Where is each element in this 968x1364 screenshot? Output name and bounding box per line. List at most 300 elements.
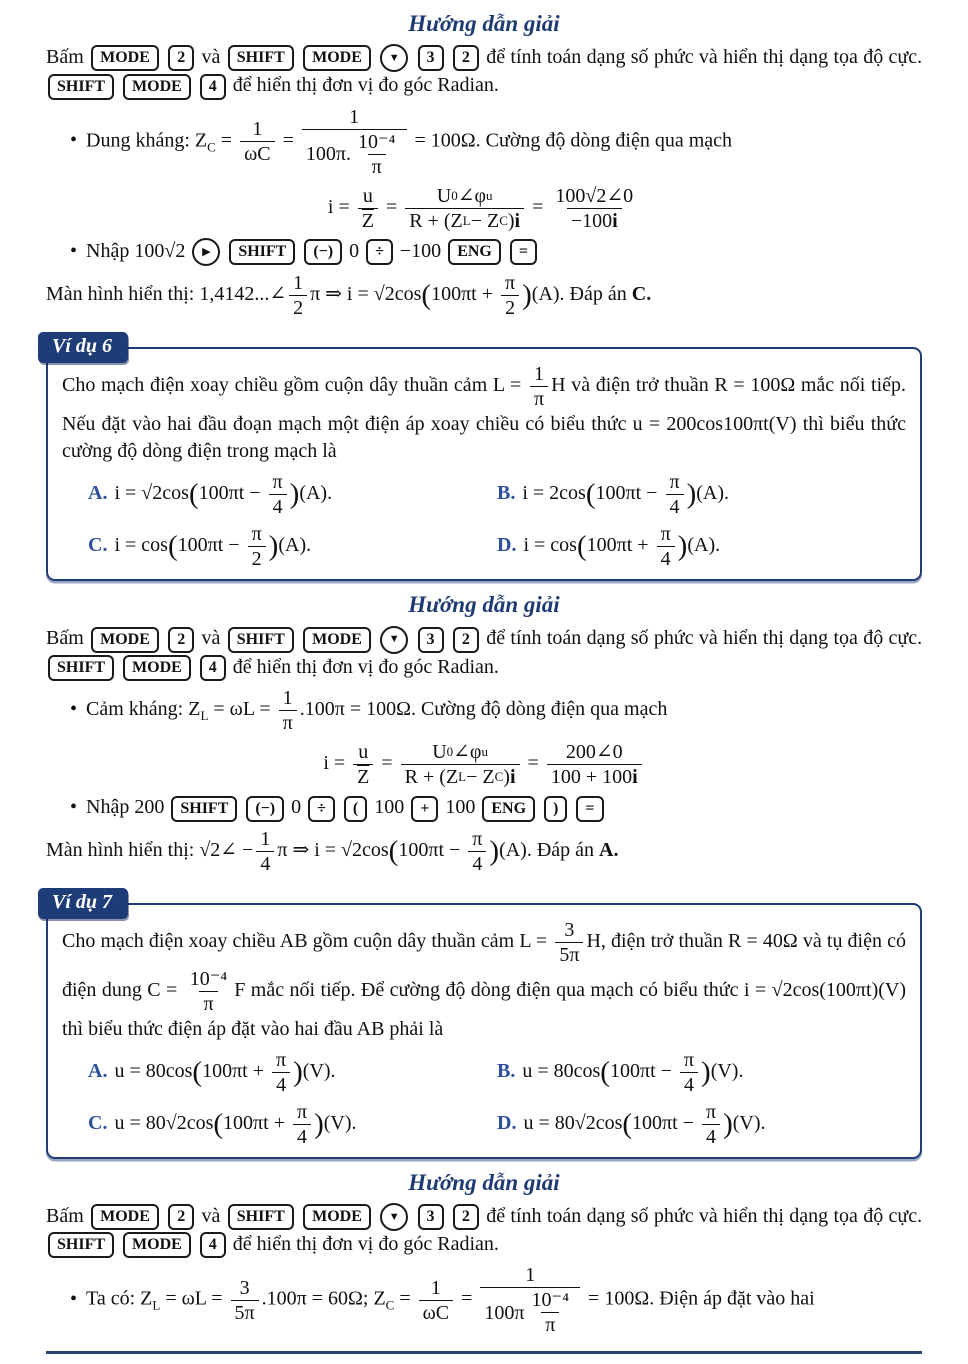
numerator: π <box>505 272 516 295</box>
example-7-statement <box>62 918 906 1043</box>
math-text: Màn hình hiển thị: 1,4142...∠ <box>46 283 287 306</box>
math-text: −100 <box>570 209 613 232</box>
math-text: i = cos <box>114 534 168 557</box>
fraction <box>186 967 232 1016</box>
fraction <box>289 271 307 320</box>
denominator <box>302 129 407 179</box>
option-letter: A. <box>88 482 108 505</box>
example-6-options <box>62 470 906 571</box>
text-run: để hiển thị đơn vị đo góc Radian. <box>232 1232 499 1255</box>
numerator: π <box>705 1100 717 1123</box>
two-key: 2 <box>453 45 479 71</box>
math-text: i = <box>327 195 350 218</box>
numerator: 1 <box>525 1264 536 1287</box>
example-6-label: Ví dụ 6 <box>38 332 128 363</box>
option-B <box>497 1048 906 1097</box>
denominator: 4 <box>468 851 486 876</box>
denominator: π <box>368 154 386 179</box>
denominator <box>480 1287 580 1337</box>
subscript: L <box>462 213 471 229</box>
close-paren: ) <box>489 834 500 867</box>
shift-key: SHIFT <box>228 45 294 71</box>
solution-intro <box>46 1203 922 1259</box>
subscript: C <box>207 139 216 155</box>
text-run: F mắc nối tiếp. Để cường độ dòng điện qua mạch có biểu thức i = √2cos(100πt)(V) thì biểu thức điện áp đặt vào hai đầu AB phải là <box>62 978 906 1040</box>
math-text: (A). Đáp án <box>531 283 627 306</box>
option-letter: D. <box>497 534 517 557</box>
math-text: = <box>527 752 539 775</box>
close-paren: ) <box>723 1107 733 1140</box>
fraction <box>302 105 407 179</box>
numerator: π <box>276 1048 287 1071</box>
denominator <box>567 208 622 233</box>
math-text: 100πt + <box>586 534 649 557</box>
math-text: u = 80cos <box>114 1059 193 1082</box>
subscript: L <box>458 769 467 785</box>
denominator: 4 <box>272 1072 290 1097</box>
option-letter: C. <box>88 1111 108 1134</box>
three-key: 3 <box>418 45 444 71</box>
option-letter: B. <box>497 1059 516 1082</box>
numerator: 1 <box>349 105 360 128</box>
math-text: Ta có: Z <box>86 1287 153 1310</box>
current-formula <box>46 740 922 789</box>
math-text: (A). <box>278 534 312 557</box>
numerator: 1 <box>534 363 545 386</box>
answer-letter: C. <box>631 283 652 306</box>
fraction <box>353 740 373 789</box>
numerator: π <box>472 827 483 850</box>
example-7-options <box>62 1048 906 1149</box>
denominator: π <box>541 1312 559 1337</box>
text-run: và <box>201 1204 221 1227</box>
math-text: π ⇒ i = √2cos <box>310 283 422 306</box>
eng-key: ENG <box>448 239 501 265</box>
numerator: 1 <box>430 1276 441 1299</box>
divide-key: ÷ <box>366 239 393 265</box>
math-text: = <box>282 129 294 152</box>
numerator: 200∠0 <box>565 741 623 764</box>
text-run: Cho mạch điện xoay chiều AB gồm cuộn dây thuần cảm L = <box>62 929 548 952</box>
open-paren: ( <box>213 1107 224 1140</box>
option-letter: B. <box>497 482 516 505</box>
math-text: u = 80√2cos <box>523 1111 623 1134</box>
text-run: để tính toán dạng số phức và hiển thị dạng <box>486 46 829 69</box>
text-run: H và điện trở thuần R = 100Ω mắc nối tiếp. Nếu đặt vào hai đầu đoạn mạch một điện áp xoay chiều có biểu thức u = 200cos100πt(V) thì biểu thức cường độ dòng điện trong mạch là <box>62 374 907 463</box>
text-run: và <box>201 627 221 650</box>
numerator: 10⁻⁴ <box>357 130 396 153</box>
option-B <box>497 470 906 519</box>
open-paren: ( <box>192 1055 203 1088</box>
fraction <box>665 470 683 519</box>
fraction <box>272 1048 290 1097</box>
math-text: − Z <box>466 766 495 789</box>
inductive-reactance-line <box>70 686 922 735</box>
solution-heading: Hướng dẫn giải <box>408 592 560 618</box>
math-text: 100π <box>484 1301 525 1324</box>
math-text: R + (Z <box>409 209 463 232</box>
math-text: 100π. <box>305 143 351 166</box>
solution-heading: Hướng dẫn giải <box>408 11 560 36</box>
math-text: = ωL = <box>165 1287 223 1310</box>
denominator <box>405 208 524 233</box>
solution-intro <box>46 625 922 681</box>
mode-key: MODE <box>91 1204 159 1230</box>
math-text: (A). <box>299 482 333 505</box>
negative-key: (−) <box>304 239 342 265</box>
denominator <box>358 208 378 233</box>
numerator: 1 <box>293 272 304 295</box>
keypress-line <box>70 238 922 266</box>
math-text: 100√2 <box>134 239 186 262</box>
subscript: C <box>494 769 504 785</box>
three-key: 3 <box>418 627 444 653</box>
numerator: π <box>296 1100 308 1123</box>
math-text: = 100Ω. Điện áp đặt vào hai <box>588 1287 815 1310</box>
numerator: 10⁻⁴ <box>189 967 228 990</box>
mode-key: MODE <box>303 627 371 653</box>
denominator: ωC <box>419 1300 454 1325</box>
open-paren-key: ( <box>344 796 367 822</box>
bullet-icon: • <box>70 796 78 819</box>
math-text: Dung kháng: Z <box>86 129 208 152</box>
mode-key: MODE <box>91 627 159 653</box>
option-C <box>88 522 497 571</box>
fraction <box>269 470 287 519</box>
text-run: tọa độ cực. <box>833 627 923 650</box>
math-text: = <box>385 195 398 218</box>
denominator: 4 <box>657 546 675 571</box>
open-paren: ( <box>188 478 199 511</box>
numerator: 1 <box>282 687 293 710</box>
math-text: U <box>436 184 452 207</box>
subscript: L <box>152 1297 161 1313</box>
subscript: u <box>486 188 493 204</box>
denominator: 5π <box>231 1300 259 1325</box>
denominator: 4 <box>256 851 274 876</box>
text-run: Bấm <box>46 627 84 650</box>
denominator: 4 <box>702 1124 720 1149</box>
fraction <box>547 740 642 789</box>
open-paren: ( <box>388 834 399 867</box>
denominator: ωC <box>240 141 275 166</box>
option-letter: A. <box>88 1059 108 1082</box>
imaginary-unit: i <box>632 766 638 789</box>
numerator: π <box>669 471 680 494</box>
mode-key: MODE <box>303 45 371 71</box>
close-paren: ) <box>522 279 532 312</box>
denominator: 5π <box>555 942 583 967</box>
open-paren: ( <box>167 530 178 563</box>
close-paren: ) <box>677 530 688 563</box>
math-text: 100πt − <box>398 838 461 861</box>
equals-key: = <box>510 239 537 265</box>
capacitive-reactance-line <box>70 105 922 179</box>
math-text: u = 80√2cos <box>114 1111 214 1134</box>
math-text: = 100Ω. Cường độ dòng điện qua mạch <box>414 129 733 152</box>
text-run: Cho mạch điện xoay chiều gồm cuộn dây thuần cảm L = <box>62 374 522 397</box>
open-paren: ( <box>576 530 587 563</box>
fraction <box>248 522 266 571</box>
denominator: π <box>279 710 297 735</box>
two-key: 2 <box>168 627 194 653</box>
math-text: π ⇒ i = √2cos <box>277 838 389 861</box>
fraction <box>354 130 400 179</box>
close-paren: ) <box>268 530 279 563</box>
numerator: 1 <box>260 827 271 850</box>
example-6-statement <box>62 362 906 465</box>
shift-key: SHIFT <box>229 239 295 265</box>
solution-intro <box>46 44 922 100</box>
down-arrow-key-icon: ▼ <box>380 44 408 72</box>
mode-key: MODE <box>123 1232 191 1258</box>
numerator: π <box>251 523 262 546</box>
close-paren: ) <box>701 1055 711 1088</box>
option-A <box>88 1048 497 1097</box>
subscript: L <box>200 708 209 724</box>
math-text: i = <box>323 752 346 775</box>
denominator: 4 <box>680 1072 698 1097</box>
right-arrow-key-icon: ▶ <box>192 238 220 266</box>
negative-key: (−) <box>246 796 284 822</box>
fraction <box>419 1276 454 1325</box>
math-text: ) <box>503 766 510 789</box>
math-text: .100π = 60Ω; Z <box>261 1287 386 1310</box>
numerator: 3 <box>564 918 575 941</box>
numerator: π <box>272 471 283 494</box>
shift-key: SHIFT <box>48 74 114 100</box>
eng-key: ENG <box>482 796 535 822</box>
denominator <box>353 764 373 789</box>
math-text: 100πt + <box>431 283 494 306</box>
math-text: − Z <box>470 209 500 232</box>
math-text: (V). <box>302 1059 336 1082</box>
fraction <box>293 1100 311 1149</box>
fraction <box>231 1276 259 1325</box>
math-text: .100π = 100Ω. Cường độ dòng điện qua mạch <box>299 698 668 721</box>
shift-key: SHIFT <box>228 1204 294 1230</box>
fraction <box>401 740 520 789</box>
option-letter: C. <box>88 534 108 557</box>
fraction <box>405 184 524 233</box>
text-run: để tính toán dạng số phức và hiển thị dạng <box>486 627 829 650</box>
example-7-label: Ví dụ 7 <box>38 888 128 919</box>
denominator: 4 <box>293 1124 311 1149</box>
denominator: 2 <box>289 295 307 320</box>
numerator: 100√2∠0 <box>555 184 634 207</box>
text-run: Nhập <box>86 239 130 262</box>
shift-key: SHIFT <box>171 796 237 822</box>
fraction <box>358 184 378 233</box>
bullet-icon: • <box>70 1287 78 1310</box>
denominator: 2 <box>248 546 266 571</box>
math-text: (V). <box>732 1111 766 1134</box>
fraction <box>702 1100 720 1149</box>
text-run: H, điện trở thuần R = 40Ω và tụ điện có điện dung C = <box>62 929 906 1001</box>
plus-key: + <box>411 796 438 822</box>
option-D <box>497 1100 906 1149</box>
text-run: tọa độ cực. <box>833 46 923 69</box>
math-text: 100πt − <box>609 1059 672 1082</box>
numerator: 1 <box>252 118 263 141</box>
denominator: 2 <box>501 295 519 320</box>
option-D <box>497 522 906 571</box>
text-run: để hiển thị đơn vị đo góc Radian. <box>232 655 499 678</box>
math-text: = <box>461 1287 473 1310</box>
math-text: −100 <box>399 239 442 262</box>
down-arrow-key-icon: ▼ <box>380 1203 408 1231</box>
numerator: π <box>683 1048 695 1071</box>
denominator: 4 <box>666 494 684 519</box>
math-text: = <box>220 129 233 152</box>
two-key: 2 <box>168 1204 194 1230</box>
display-result-line <box>46 271 922 320</box>
numerator <box>428 740 492 764</box>
reactance-calculation-line <box>70 1263 922 1337</box>
text-run: Bấm <box>46 1204 84 1227</box>
math-text: U <box>432 741 447 764</box>
subscript: C <box>499 213 508 229</box>
math-text: (A). <box>687 534 721 557</box>
z-conjugate: Z <box>357 766 370 789</box>
fraction <box>240 117 275 166</box>
math-text: (A). Đáp án <box>499 838 595 861</box>
close-paren: ) <box>314 1107 324 1140</box>
math-text: u = 80cos <box>522 1059 601 1082</box>
mode-key: MODE <box>123 74 191 100</box>
solution-heading: Hướng dẫn giải <box>408 1169 560 1195</box>
math-text: ∠φ <box>457 184 487 207</box>
down-arrow-key-icon: ▼ <box>380 626 408 654</box>
shift-key: SHIFT <box>48 1232 114 1258</box>
mode-key: MODE <box>303 1204 371 1230</box>
math-text: i = √2cos <box>114 482 189 505</box>
subscript: 0 <box>451 188 458 204</box>
bullet-icon: • <box>70 239 78 262</box>
math-text: = <box>399 1287 411 1310</box>
close-paren: ) <box>293 1055 303 1088</box>
denominator <box>547 764 642 789</box>
math-text: i = 2cos <box>522 482 586 505</box>
denominator: 4 <box>269 494 287 519</box>
bullet-icon: • <box>70 698 78 721</box>
math-text: Cảm kháng: Z <box>86 698 201 721</box>
fraction <box>528 1288 574 1337</box>
z-conjugate: Z <box>361 209 374 232</box>
imaginary-unit: i <box>612 209 618 232</box>
footer-rule <box>46 1351 922 1354</box>
text-run: Bấm <box>46 46 84 69</box>
answer-letter: A. <box>599 838 619 861</box>
fraction <box>680 1048 698 1097</box>
numerator: 10⁻⁴ <box>531 1289 570 1312</box>
numerator: 3 <box>239 1276 250 1299</box>
fraction <box>657 522 675 571</box>
math-text: 100πt − <box>198 482 261 505</box>
denominator: π <box>530 386 548 411</box>
option-letter: D. <box>497 1111 517 1134</box>
bullet-icon: • <box>70 129 78 152</box>
shift-key: SHIFT <box>48 655 114 681</box>
four-key: 4 <box>200 1232 226 1258</box>
open-paren: ( <box>600 1055 610 1088</box>
math-text: 200 <box>134 796 165 819</box>
math-text: (V). <box>323 1111 357 1134</box>
mode-key: MODE <box>91 45 159 71</box>
math-text: 100 <box>445 796 476 819</box>
text-run: tọa độ cực. <box>833 1204 923 1227</box>
close-paren: ) <box>686 478 697 511</box>
math-text: = ωL = <box>213 698 271 721</box>
mode-key: MODE <box>123 655 191 681</box>
imaginary-unit: i <box>509 766 516 789</box>
denominator: π <box>199 991 217 1016</box>
math-text: R + (Z <box>404 766 459 789</box>
example-7-box <box>46 890 922 1159</box>
divide-key: ÷ <box>308 796 335 822</box>
shift-key: SHIFT <box>228 627 294 653</box>
math-text: 100πt + <box>223 1111 285 1134</box>
math-text: 100πt − <box>632 1111 694 1134</box>
fraction <box>256 827 274 876</box>
example-6-box <box>46 335 922 581</box>
fraction <box>501 271 519 320</box>
math-text: (V). <box>710 1059 744 1082</box>
text-run: và <box>201 46 221 69</box>
math-text: = <box>532 195 544 218</box>
keypress-line <box>70 794 922 821</box>
imaginary-unit: i <box>514 209 521 232</box>
close-paren: ) <box>289 478 300 511</box>
three-key: 3 <box>418 1204 444 1230</box>
open-paren: ( <box>622 1107 633 1140</box>
math-text: 100 + 100 <box>550 766 633 789</box>
two-key: 2 <box>168 45 194 71</box>
math-text: 100 <box>374 796 405 819</box>
fraction <box>555 918 583 967</box>
fraction <box>468 827 486 876</box>
math-text: 0 <box>291 796 302 819</box>
math-text: (A). <box>696 482 729 505</box>
text-run: để hiển thị đơn vị đo góc Radian. <box>232 74 499 97</box>
subscript: 0 <box>446 744 454 760</box>
numerator <box>433 184 497 208</box>
two-key: 2 <box>453 1204 479 1230</box>
open-paren: ( <box>585 478 596 511</box>
math-text: 0 <box>349 239 360 262</box>
open-paren: ( <box>421 279 432 312</box>
current-formula <box>46 184 922 233</box>
math-text: = <box>381 752 393 775</box>
math-text: ∠φ <box>453 741 482 764</box>
math-text: 100πt + <box>202 1059 265 1082</box>
text-run: Nhập <box>86 796 130 819</box>
numerator: u <box>358 741 369 764</box>
equals-key: = <box>576 796 603 822</box>
option-C <box>88 1100 497 1149</box>
math-text: 100πt − <box>177 534 240 557</box>
display-result-line <box>46 827 922 876</box>
fraction <box>551 184 637 233</box>
subscript: u <box>481 744 488 760</box>
fraction <box>279 686 297 735</box>
four-key: 4 <box>200 655 226 681</box>
fraction <box>530 362 548 411</box>
math-text: Màn hình hiển thị: √2∠ − <box>46 838 254 861</box>
math-text: ) <box>507 209 515 232</box>
math-text: 100πt − <box>595 482 658 505</box>
math-text: i = cos <box>523 534 577 557</box>
